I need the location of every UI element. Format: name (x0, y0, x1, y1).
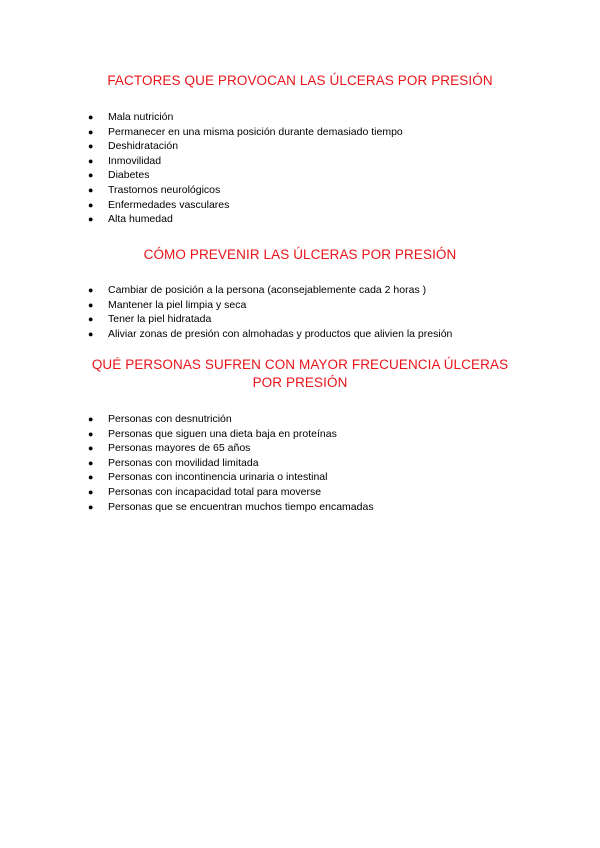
list-personas (88, 412, 374, 514)
section-heading-line: POR PRESIÓN (252, 375, 348, 390)
bullet-icon: ● (88, 112, 94, 122)
bullet-icon: ● (88, 501, 94, 512)
list-item: ● Aliviar zonas de presión con almohadas y productos que alivien la presión (88, 327, 453, 340)
list-item: ● Tener la piel hidratada (88, 313, 212, 326)
list-item: ● Personas con incontinencia urinaria o intestinal (88, 471, 328, 484)
list-item: ● Deshidratación (88, 140, 179, 153)
bullet-icon: ● (88, 428, 94, 439)
bullet-icon: ● (88, 457, 94, 468)
bullet-icon: ● (88, 328, 94, 339)
list-item: ● Personas con movilidad limitada (88, 456, 259, 469)
list-item: ● Mala nutrición (88, 111, 174, 123)
list-item: ● Diabetes (88, 169, 150, 182)
bullet-icon: ● (88, 214, 94, 225)
bullet-icon: ● (88, 472, 94, 483)
section-heading-personas (70, 356, 530, 392)
bullet-icon: ● (88, 170, 94, 181)
bullet-icon: ● (88, 126, 94, 137)
list-prevenir (88, 283, 452, 341)
list-item: ● Personas mayores de 65 años (88, 442, 251, 455)
list-item: ● Personas con incapacidad total para moverse (88, 485, 322, 498)
list-item: ● Personas que siguen una dieta baja en proteínas (88, 427, 337, 440)
list-item: ● Personas que se encuentran muchos tiempo encamadas (88, 500, 374, 513)
section-heading-line: QUÉ PERSONAS SUFREN CON MAYOR FRECUENCIA ÚLCERAS (91, 357, 509, 372)
bullet-icon: ● (88, 155, 94, 166)
bullet-icon: ● (88, 314, 94, 325)
list-item: ● Mantener la piel limpia y seca (88, 298, 247, 311)
list-item: ● Cambiar de posición a la persona (aconsejablemente cada 2 horas ) (88, 284, 427, 296)
list-item: ● Alta humedad (88, 213, 173, 226)
list-factores (88, 110, 403, 227)
list-item: ● Inmovilidad (88, 154, 162, 167)
bullet-icon: ● (88, 184, 94, 195)
section-heading-factores: FACTORES QUE PROVOCAN LAS ÚLCERAS POR PRESIÓN (107, 73, 493, 88)
list-item: ● Trastornos neurológicos (88, 183, 221, 196)
bullet-icon: ● (88, 299, 94, 310)
section-heading-prevenir: CÓMO PREVENIR LAS ÚLCERAS POR PRESIÓN (143, 247, 457, 262)
list-item: ● Personas con desnutrición (88, 413, 232, 425)
bullet-icon: ● (88, 443, 94, 454)
bullet-icon: ● (88, 486, 94, 497)
bullet-icon: ● (88, 199, 94, 210)
bullet-icon: ● (88, 141, 94, 152)
list-item: ● Permanecer en una misma posición durante demasiado tiempo (88, 125, 403, 138)
bullet-icon: ● (88, 414, 94, 424)
list-item: ● Enfermedades vasculares (88, 198, 230, 211)
bullet-icon: ● (88, 285, 94, 295)
